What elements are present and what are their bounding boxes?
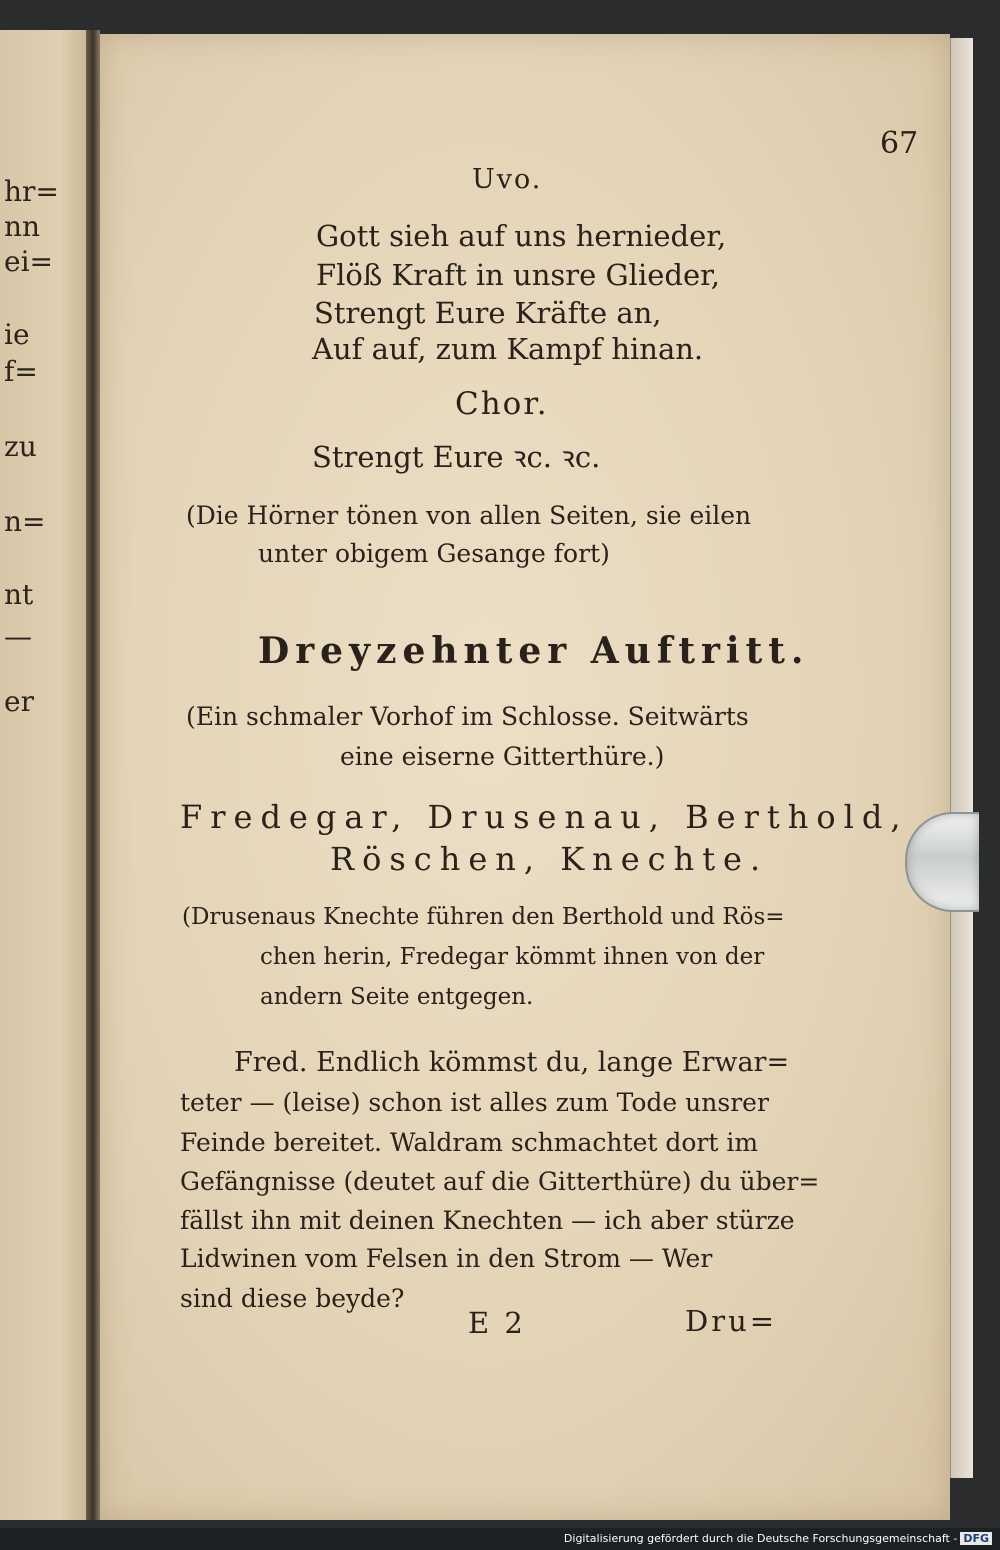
verse-line: Gott sieh auf uns hernieder,	[316, 219, 727, 253]
left-fragment: f=	[4, 355, 38, 388]
left-fragment: zu	[4, 430, 37, 463]
verse-line: Auf auf, zum Kampf hinan.	[312, 332, 704, 366]
stage-direction: unter obigem Gesange fort)	[258, 539, 610, 568]
dialogue-line: Gefängnisse (deutet auf die Gitterthüre) du über=	[180, 1167, 820, 1196]
dialogue-line: teter — (leise) schon ist alles zum Tode unsrer	[180, 1088, 769, 1117]
verse-line: Strengt Eure Kräfte an,	[314, 296, 662, 330]
book-page	[100, 34, 950, 1520]
dialogue-line: Fred. Endlich kömmst du, lange Erwar=	[234, 1047, 790, 1078]
left-fragment: nt	[4, 578, 34, 611]
left-fragment: hr=	[4, 175, 59, 208]
stage-direction: (Drusenaus Knechte führen den Berthold und Rös=	[182, 904, 785, 930]
stage-direction: (Die Hörner tönen von allen Seiten, sie eilen	[186, 501, 752, 530]
scene-heading: Dreyzehnter Auftritt.	[258, 630, 810, 672]
book-gutter	[86, 30, 100, 1520]
stage-direction: chen herin, Fredegar kömmt ihnen von der	[260, 944, 765, 970]
left-fragment: n=	[4, 505, 46, 538]
page-number: 67	[880, 126, 919, 161]
left-fragment: —	[4, 620, 32, 653]
stage-direction: (Ein schmaler Vorhof im Schlosse. Seitwärts	[186, 702, 749, 731]
credit-text: Digitalisierung gefördert durch die Deutsche Forschungsgemeinschaft -	[563, 1532, 958, 1545]
dialogue-line: Feinde bereitet. Waldram schmachtet dort im	[180, 1128, 759, 1157]
catchword: Dru=	[685, 1304, 778, 1338]
dfg-logo: DFG	[960, 1532, 992, 1545]
credit-footer	[564, 1532, 992, 1545]
signature-mark: E 2	[468, 1306, 526, 1340]
cast-list: Fredegar, Drusenau, Berthold,	[180, 798, 909, 836]
stage-direction: andern Seite entgegen.	[260, 984, 534, 1010]
page-edge	[950, 38, 973, 1478]
cast-list: Röschen, Knechte.	[330, 840, 769, 878]
dialogue-line: Lidwinen vom Felsen in den Strom — Wer	[180, 1244, 713, 1273]
left-fragment: ei=	[4, 245, 53, 278]
stage-direction: eine eiserne Gitterthüre.)	[340, 742, 665, 771]
left-fragment: ie	[4, 318, 30, 351]
dialogue-line: fällst ihn mit deinen Knechten — ich aber stürze	[180, 1206, 795, 1235]
speaker-uvo: Uvo.	[472, 164, 543, 195]
dialogue-line: sind diese beyde?	[180, 1284, 405, 1313]
left-page-margin	[0, 30, 88, 1520]
left-fragment: er	[4, 685, 34, 718]
chor-line: Strengt Eure ꝛc. ꝛc.	[312, 440, 601, 474]
speaker-chor: Chor.	[455, 386, 549, 422]
left-fragment: nn	[4, 210, 41, 243]
verse-line: Flöß Kraft in unsre Glieder,	[316, 258, 721, 292]
